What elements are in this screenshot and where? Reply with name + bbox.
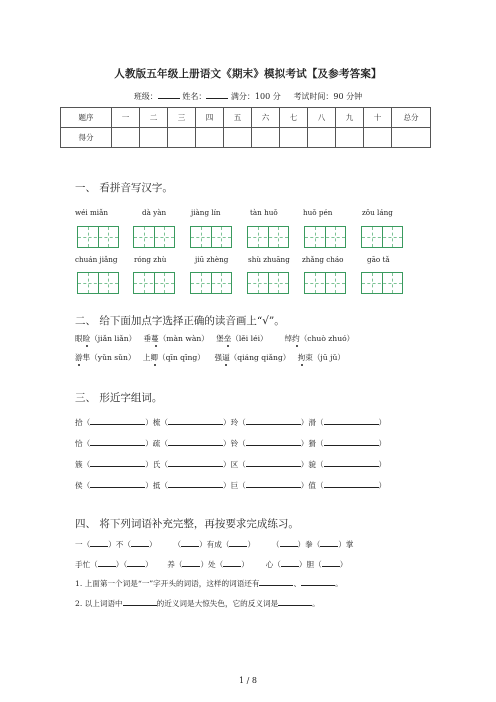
answer-blank[interactable] — [98, 557, 116, 567]
answer-blank[interactable] — [168, 457, 223, 467]
table-cell: 四 — [196, 108, 224, 128]
choice-item[interactable]: 堡垒（lěi léi） — [216, 334, 268, 343]
word-group-row: 拾（ ）梳（ ）玲（ ）滑（ ） — [75, 415, 386, 428]
pinyin-label: jiàng lín — [191, 208, 221, 217]
table-cell: 七 — [280, 108, 308, 128]
writing-grid[interactable] — [361, 226, 403, 248]
pinyin-label: tàn huǒ — [250, 208, 278, 217]
score-cell[interactable] — [308, 128, 336, 148]
section-3-heading: 三、 形近字组词。 — [75, 392, 163, 404]
score-table-header-row — [61, 108, 431, 128]
score-table — [60, 107, 431, 148]
pinyin-label: zǒu láng — [362, 208, 393, 217]
writing-grid[interactable] — [304, 226, 346, 248]
answer-blank[interactable] — [90, 457, 145, 467]
score-table-score-row — [61, 128, 431, 148]
answer-blank[interactable] — [90, 478, 145, 488]
dotted-character: 逼 — [222, 353, 230, 362]
writing-grid[interactable] — [304, 272, 346, 294]
dotted-character: 游 — [75, 353, 83, 362]
score-cell[interactable] — [196, 128, 224, 148]
choice-item[interactable]: 拘束（jū jǔ） — [297, 353, 345, 362]
pronunciation-line-2 — [75, 352, 345, 363]
answer-blank[interactable] — [324, 415, 379, 425]
answer-blank[interactable] — [168, 478, 223, 488]
writing-grid[interactable] — [77, 226, 119, 248]
word-group-row: 簇（ ）氏（ ）区（ ）貌（ ） — [75, 457, 386, 470]
answer-blank[interactable] — [322, 557, 340, 567]
pinyin-label: shù zhuāng — [248, 255, 290, 264]
section-4-heading: 四、 将下列词语补充完整，再按要求完成练习。 — [75, 518, 299, 530]
writing-grid[interactable] — [247, 272, 289, 294]
table-cell: 六 — [252, 108, 280, 128]
page-number: 1 / 8 — [239, 676, 257, 685]
dotted-character: 约 — [292, 334, 300, 343]
pronunciation-line-1 — [75, 333, 354, 344]
pinyin-label: chuán jiǎng — [75, 255, 118, 264]
writing-grid[interactable] — [190, 272, 232, 294]
name-label: 姓名： — [182, 92, 207, 101]
exam-time: 考试时间：90 分钟 — [293, 92, 363, 101]
answer-blank[interactable] — [259, 576, 293, 586]
table-cell: 五 — [224, 108, 252, 128]
table-cell: 题序 — [61, 108, 112, 128]
dotted-character: 蔓 — [151, 334, 159, 343]
answer-blank[interactable] — [181, 537, 199, 547]
pinyin-label: dà yàn — [142, 208, 167, 217]
choice-item[interactable]: 眼睑（jiǎn liǎn） — [75, 334, 137, 343]
idiom-fill-row: 一（ ）不（ ） （ ）有成（ ） （ ）拳（ ）掌 — [75, 537, 354, 550]
score-cell[interactable] — [364, 128, 392, 148]
table-cell: 九 — [336, 108, 364, 128]
answer-blank[interactable] — [320, 537, 338, 547]
table-cell: 二 — [140, 108, 168, 128]
choice-item[interactable]: 游隼（yǔn sǔn） — [75, 353, 136, 362]
pinyin-label: jiū zhèng — [195, 255, 229, 264]
answer-blank[interactable] — [182, 557, 200, 567]
score-cell[interactable] — [336, 128, 364, 148]
pinyin-label: zhǎng cháo — [302, 255, 344, 264]
score-cell[interactable] — [112, 128, 140, 148]
pinyin-label: róng zhù — [134, 255, 167, 264]
page-title: 人教版五年级上册语文《期末》模拟考试【及参考答案】 — [114, 68, 382, 80]
writing-grid[interactable] — [190, 226, 232, 248]
answer-blank[interactable] — [278, 596, 312, 606]
choice-item[interactable]: 上卿（qīn qīng） — [142, 353, 205, 362]
dotted-character: 垒 — [223, 334, 232, 343]
answer-blank[interactable] — [280, 537, 298, 547]
writing-grid[interactable] — [133, 226, 175, 248]
answer-blank[interactable] — [301, 576, 335, 586]
question-1: 1. 上面第一个词是“一”字开头的词语，这样的词语还有 、 。 — [75, 576, 343, 589]
pinyin-label: wéi miǎn — [75, 208, 109, 217]
score-cell[interactable] — [252, 128, 280, 148]
writing-grid[interactable] — [361, 272, 403, 294]
word-group-row: 侯（ ）抵（ ）巨（ ）值（ ） — [75, 478, 386, 491]
answer-blank[interactable] — [324, 478, 379, 488]
table-cell: 三 — [168, 108, 196, 128]
question-2: 2. 以上词语中 的近义词是大惊失色，它的反义词是 。 — [75, 596, 320, 609]
pinyin-label: huǒ pén — [303, 208, 333, 217]
dotted-character: 卿 — [150, 353, 158, 362]
answer-blank[interactable] — [90, 537, 108, 547]
table-cell: 得分 — [61, 128, 112, 148]
section-2-heading: 二、 给下面加点字选择正确的读音画上“√”。 — [75, 315, 285, 327]
choice-item[interactable]: 强逼（qiáng qiǎng） — [214, 353, 291, 362]
answer-blank[interactable] — [324, 436, 379, 446]
answer-blank[interactable] — [168, 436, 223, 446]
class-blank[interactable] — [158, 89, 180, 99]
answer-blank[interactable] — [168, 415, 223, 425]
answer-blank[interactable] — [246, 436, 301, 446]
score-cell[interactable] — [140, 128, 168, 148]
answer-blank[interactable] — [90, 436, 145, 446]
table-cell: 八 — [308, 108, 336, 128]
score-cell[interactable] — [392, 128, 431, 148]
word-group-row: 恰（ ）疏（ ）铃（ ）猾（ ） — [75, 436, 386, 449]
score-cell[interactable] — [280, 128, 308, 148]
table-cell: 一 — [112, 108, 140, 128]
name-blank[interactable] — [206, 89, 228, 99]
answer-blank[interactable] — [246, 478, 301, 488]
answer-blank[interactable] — [223, 557, 241, 567]
choice-item[interactable]: 垂蔓（màn wàn） — [143, 334, 209, 343]
answer-blank[interactable] — [246, 415, 301, 425]
writing-grid[interactable] — [133, 272, 175, 294]
answer-blank[interactable] — [229, 537, 247, 547]
score-cell[interactable] — [224, 128, 252, 148]
table-cell: 总分 — [392, 108, 431, 128]
writing-grid[interactable] — [77, 272, 119, 294]
score-cell[interactable] — [168, 128, 196, 148]
idiom-fill-row: 手忙（ ）（ ） 养（ ）处（ ） 心（ ）胆（ ） — [75, 557, 347, 570]
exam-info — [0, 89, 496, 102]
dotted-character: 睑 — [82, 334, 91, 343]
section-1-heading: 一、 看拼音写汉字。 — [75, 182, 173, 194]
answer-blank[interactable] — [90, 415, 145, 425]
dotted-character: 拘 — [297, 353, 306, 362]
table-cell: 十 — [364, 108, 392, 128]
choice-item[interactable]: 绰约（chuò zhuó） — [284, 334, 355, 343]
pinyin-label: gāo tǎ — [367, 255, 390, 264]
answer-blank[interactable] — [127, 557, 145, 567]
answer-blank[interactable] — [324, 457, 379, 467]
answer-blank[interactable] — [123, 596, 157, 606]
answer-blank[interactable] — [131, 537, 149, 547]
answer-blank[interactable] — [246, 457, 301, 467]
full-score: 满分：100 分 — [230, 92, 281, 101]
answer-blank[interactable] — [281, 557, 299, 567]
writing-grid[interactable] — [247, 226, 289, 248]
class-label: 班级： — [133, 92, 158, 101]
